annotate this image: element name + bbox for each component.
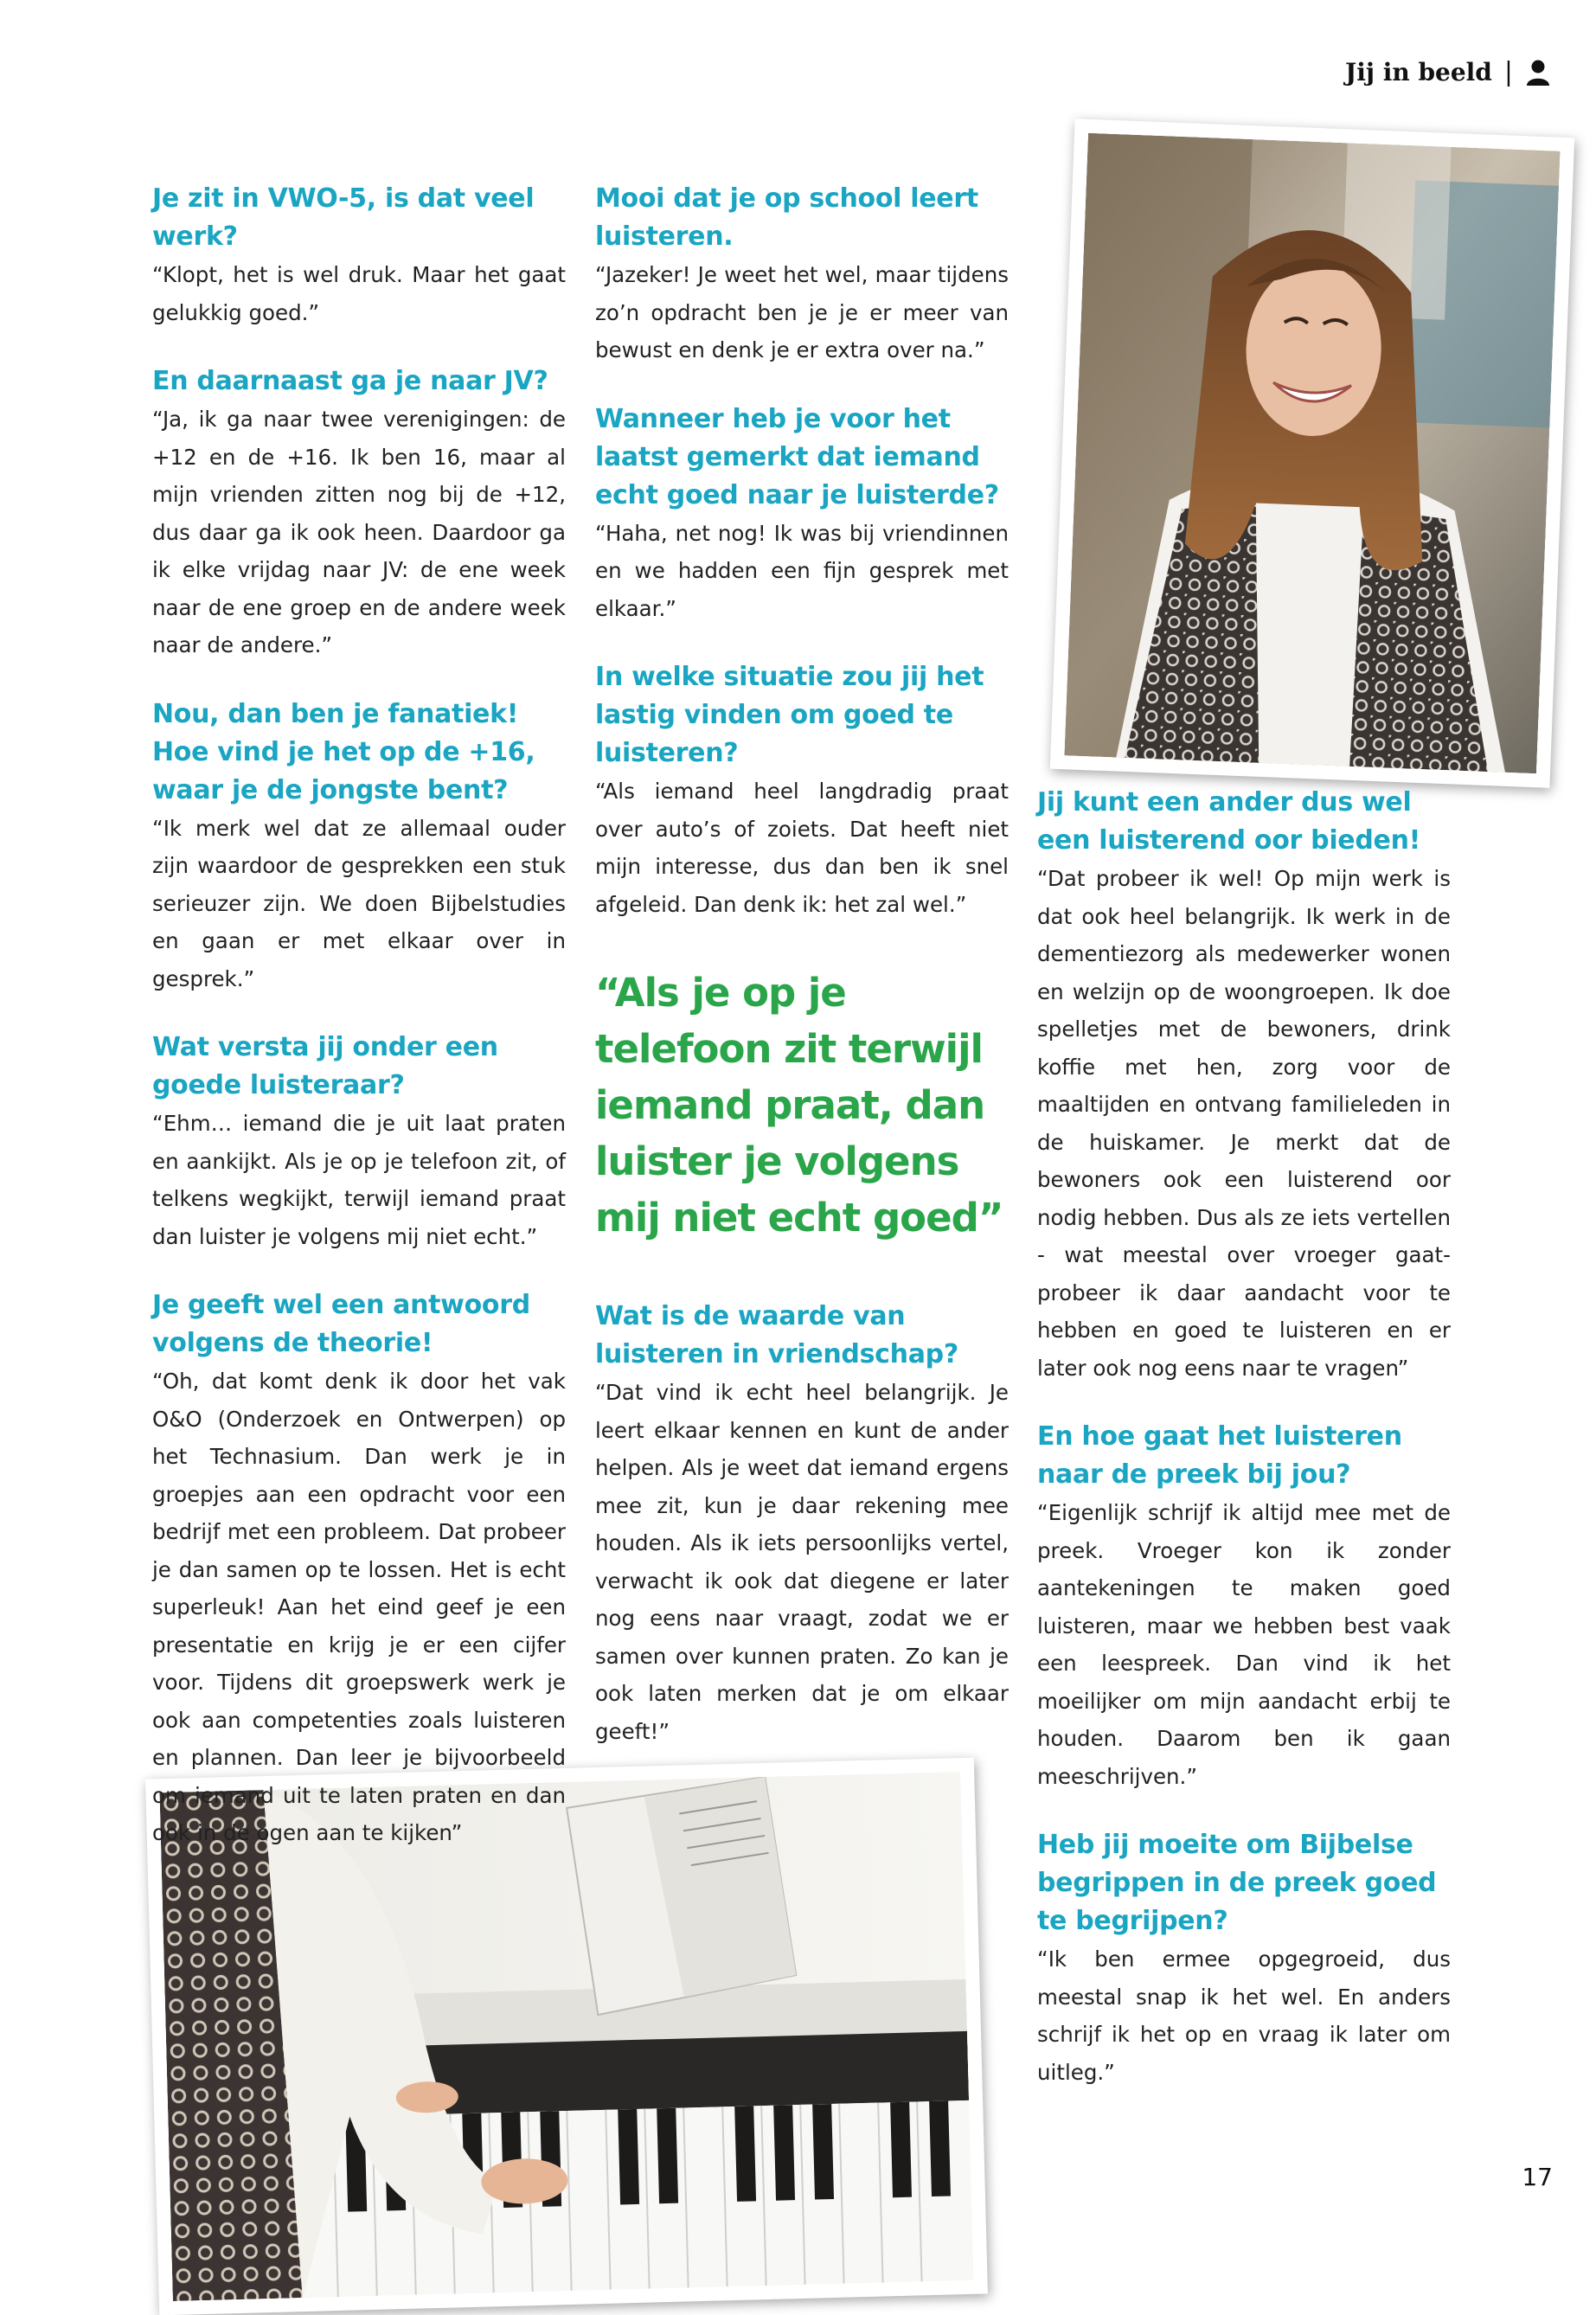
section-header — [1345, 57, 1551, 87]
header-separator: | — [1503, 57, 1513, 87]
answer: “Ik merk wel dat ze allemaal ouder zijn waardoor de gesprekken een stuk serieuzer zijn. We doen Bijbelstudies en gaan er met elkaar over in gesprek.” — [152, 815, 566, 991]
qa-block — [595, 658, 1009, 923]
answer: “Klopt, het is wel druk. Maar het gaat gelukkig goed.” — [152, 262, 566, 325]
qa-block — [152, 1286, 566, 1852]
qa-block — [152, 696, 566, 998]
qa-block — [595, 180, 1009, 369]
section-title: Jij in beeld — [1344, 58, 1492, 87]
column-left — [152, 180, 566, 1883]
qa-block — [152, 362, 566, 664]
qa-block — [595, 1298, 1009, 1750]
question: Nou, dan ben je fanatiek! Hoe vind je het op de +16, waar je de jongste bent? — [152, 698, 535, 805]
answer: “Oh, dat komt denk ik door het vak O&O (Onderzoek en Ontwerpen) op het Technasium. Dan werk je in groepjes aan een opdracht voor een bedrijf met een probleem. Dat probeer je dan samen op te lossen. Het is echt superleuk! Aan het eind geef je een presentatie en krijg je er een cijfer voor. Tijdens dit groepswerk werk je ook aan competenties zoals luisteren en plannen. Dan leer je bijvoorbeeld om iemand uit te laten praten en dan ook in de ogen aan te kijken” — [152, 1369, 566, 1845]
question: Je zit in VWO-5, is dat veel werk? — [152, 183, 535, 252]
qa-block — [1037, 1826, 1451, 2091]
answer: “Als iemand heel langdradig praat over auto’s of zoiets. Dat heeft niet mijn interesse, dus dan ben ik snel afgeleid. Dan denk ik: het zal wel.” — [595, 779, 1009, 917]
person-icon — [1525, 59, 1551, 87]
answer: “Ehm… iemand die je uit laat praten en aankijkt. Als je op je telefoon zit, of telkens wegkijkt, terwijl iemand praat dan luister je volgens mij niet echt.” — [152, 1111, 566, 1249]
qa-block — [152, 1029, 566, 1255]
question: Je geeft wel een antwoord volgens de theorie! — [152, 1290, 530, 1358]
question: Heb jij moeite om Bijbelse begrippen in de preek goed te begrijpen? — [1037, 1830, 1437, 1936]
question: Wanneer heb je voor het laatst gemerkt dat iemand echt goed naar je luisterde? — [595, 403, 999, 510]
qa-block — [1037, 784, 1451, 1387]
answer: “Haha, net nog! Ik was bij vriendinnen en we hadden een fijn gesprek met elkaar.” — [595, 520, 1009, 621]
qa-block — [1037, 1418, 1451, 1795]
qa-block — [152, 180, 566, 331]
answer: “Jazeker! Je weet het wel, maar tijdens zo’n opdracht ben je je er meer van bewust en denk je er extra over na.” — [595, 262, 1009, 362]
question: Mooi dat je op school leert luisteren. — [595, 183, 978, 252]
answer: “Ik ben ermee opgegroeid, dus meestal snap ik het wel. En anders schrijf ik het op en vraag ik later om uitleg.” — [1037, 1946, 1451, 2085]
question: In welke situatie zou jij het lastig vinden om goed te luisteren? — [595, 662, 984, 768]
column-right — [1037, 784, 1451, 2122]
question: En daarnaast ga je naar JV? — [152, 366, 548, 396]
answer: “Eigenlijk schrijf ik altijd mee met de preek. Vroeger kon ik zonder aantekeningen te maken goed luisteren, maar we hebben best vaak een leespreek. Dan vind ik het moeilijker om mijn aandacht erbij te houden. Daarom ben ik gaan meeschrijven.” — [1037, 1500, 1451, 1789]
answer: “Dat probeer ik wel! Op mijn werk is dat ook heel belangrijk. Ik werk in de dementiezorg als medewerker wonen en welzijn op de woongroepen. Ik doe spelletjes met de bewoners, drink koffie met hen, zorg voor de maaltijden en ontvang familieleden in de huiskamer. Je merkt dat de bewoners ook een luisterend oor nodig hebben. Dus als ze iets vertellen - wat meestal over vroeger gaat- probeer ik daar aandacht voor te hebben en goed te luisteren en er later ook nog eens naar te vragen” — [1037, 866, 1451, 1381]
question: Wat is de waarde van luisteren in vriendschap? — [595, 1301, 958, 1369]
qa-block — [595, 401, 1009, 628]
answer: “Dat vind ik echt heel belangrijk. Je leert elkaar kennen en kunt de ander helpen. Als je weet dat iemand ergens mee zit, kun je daar rekening mee houden. Als ik iets persoonlijks vertel, verwacht ik ook dat diegene er later nog eens naar vraagt, zodat we er samen over kunnen praten. Zo kan je ook laten merken dat je om elkaar geeft!” — [595, 1380, 1009, 1744]
page-number: 17 — [1522, 2163, 1553, 2191]
question: Wat versta jij onder een goede luisteraar? — [152, 1032, 498, 1100]
question: Jij kunt een ander dus wel een luisterend oor bieden! — [1037, 787, 1421, 856]
answer: “Ja, ik ga naar twee verenigingen: de +12 en de +16. Ik ben 16, maar al mijn vrienden zitten nog bij de +12, dus daar ga ik ook heen. Daardoor ga ik elke vrijdag naar JV: de ene week naar de ene groep en de andere week naar de andere.” — [152, 407, 566, 657]
portrait-photo — [1050, 119, 1574, 788]
column-middle — [595, 180, 1009, 1781]
pull-quote: “Als je op je telefoon zit terwijl iemand praat, dan luister je volgens mij niet echt goed” — [595, 970, 1003, 1241]
question: En hoe gaat het luisteren naar de preek bij jou? — [1037, 1421, 1402, 1490]
